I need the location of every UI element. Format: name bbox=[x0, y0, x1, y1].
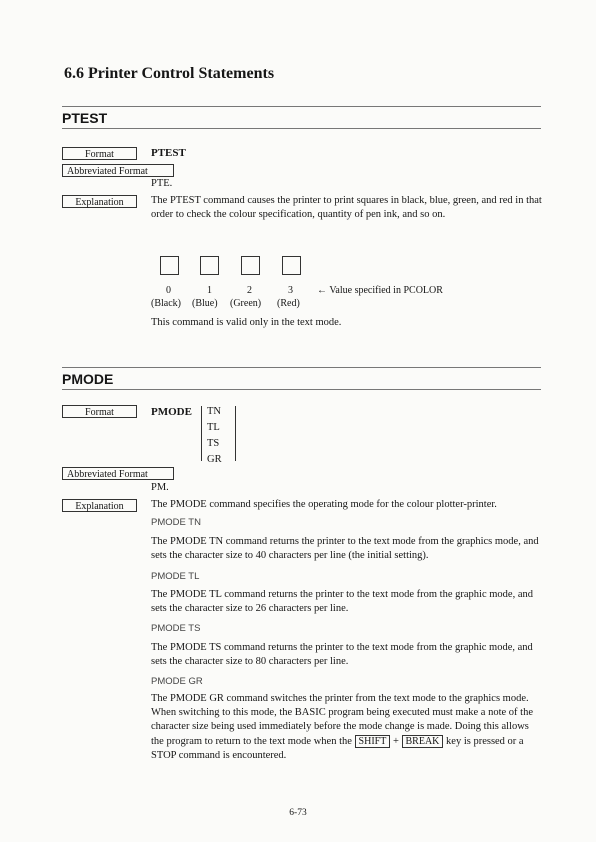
color-label-black: (Black) bbox=[151, 298, 181, 309]
color-label-red: (Red) bbox=[277, 298, 300, 309]
pmode-abbrev-value: PM. bbox=[151, 482, 169, 493]
ptest-top-rule bbox=[62, 106, 541, 107]
pmode-explanation-label: Explanation bbox=[62, 499, 137, 512]
mode-tl-name: PMODE TL bbox=[151, 571, 200, 582]
option-tn: TN bbox=[207, 406, 221, 417]
ptest-heading: PTEST bbox=[62, 110, 108, 126]
pmode-top-rule bbox=[62, 367, 541, 368]
option-gr: GR bbox=[207, 454, 222, 465]
ptest-explanation-text: The PTEST command causes the printer to print squares in black, blue, green, and red in that order to check the colour specification, quantity of pen ink, and so on. bbox=[151, 195, 542, 221]
mode-gr-name: PMODE GR bbox=[151, 676, 203, 687]
pmode-explanation-text: The PMODE command specifies the operating mode for the colour plotter-printer. bbox=[151, 499, 497, 510]
ptest-explanation bbox=[151, 194, 544, 222]
ptest-abbrev-value: PTE. bbox=[151, 178, 173, 189]
option-tl: TL bbox=[207, 422, 220, 433]
mode-tn-desc bbox=[151, 535, 544, 563]
pmode-format-value: PMODE bbox=[151, 406, 192, 418]
ptest-abbrev-label: Abbreviated Format bbox=[62, 164, 174, 177]
page-number: 6-73 bbox=[289, 808, 307, 818]
mode-gr-text bbox=[151, 692, 544, 763]
square-red bbox=[282, 256, 301, 275]
mode-gr-desc bbox=[151, 692, 544, 763]
pcolor-value-0: 0 bbox=[166, 285, 171, 296]
mode-tl-text: The PMODE TL command returns the printer to the text mode from the graphic mode, and sets the character size to 26 characters per line. bbox=[151, 589, 533, 615]
pcolor-note: ← Value specified in PCOLOR bbox=[317, 285, 443, 296]
shift-key: SHIFT bbox=[355, 735, 391, 748]
color-label-blue: (Blue) bbox=[192, 298, 218, 309]
ptest-explanation-label: Explanation bbox=[62, 195, 137, 208]
ptest-bottom-rule bbox=[62, 128, 541, 129]
pcolor-value-3: 3 bbox=[288, 285, 293, 296]
ptest-format-value: PTEST bbox=[151, 147, 186, 159]
mode-ts-name: PMODE TS bbox=[151, 623, 201, 634]
ptest-format-label: Format bbox=[62, 147, 137, 160]
pmode-bottom-rule bbox=[62, 389, 541, 390]
mode-tn-text: The PMODE TN command returns the printer to the text mode from the graphics mode, and sets the character size to 40 characters per line (the initial setting). bbox=[151, 536, 539, 562]
mode-gr-text-part2: key is pressed or a STOP command is encountered. bbox=[151, 735, 524, 761]
square-green bbox=[241, 256, 260, 275]
plus-sign: + bbox=[390, 735, 402, 747]
section-title: 6.6 Printer Control Statements bbox=[64, 65, 275, 82]
option-ts: TS bbox=[207, 438, 220, 449]
mode-tl-desc bbox=[151, 588, 544, 616]
pmode-explanation bbox=[151, 498, 544, 512]
color-label-green: (Green) bbox=[230, 298, 262, 309]
pcolor-value-1: 1 bbox=[207, 285, 212, 296]
pmode-abbrev-label: Abbreviated Format bbox=[62, 467, 174, 480]
mode-tn-name: PMODE TN bbox=[151, 517, 201, 528]
pmode-heading: PMODE bbox=[62, 371, 114, 387]
break-key: BREAK bbox=[402, 735, 444, 748]
square-black bbox=[160, 256, 179, 275]
mode-gr-text-part1: The PMODE GR command switches the printer from the text mode to the graphics mode. When switching to this mode, the BASIC program being executed must make a note of the character size being used immediately before the mode change is made. Doing this allows the program to return to the text mode when the bbox=[151, 693, 533, 747]
pcolor-value-2: 2 bbox=[247, 285, 252, 296]
square-blue bbox=[200, 256, 219, 275]
ptest-note: This command is valid only in the text mode. bbox=[151, 317, 342, 328]
options-right-bracket bbox=[232, 406, 236, 461]
mode-ts-text: The PMODE TS command returns the printer to the text mode from the graphic mode, and sets the character size to 80 characters per line. bbox=[151, 642, 533, 668]
pmode-format-label: Format bbox=[62, 405, 137, 418]
pmode-options bbox=[203, 404, 231, 468]
mode-ts-desc bbox=[151, 641, 544, 669]
